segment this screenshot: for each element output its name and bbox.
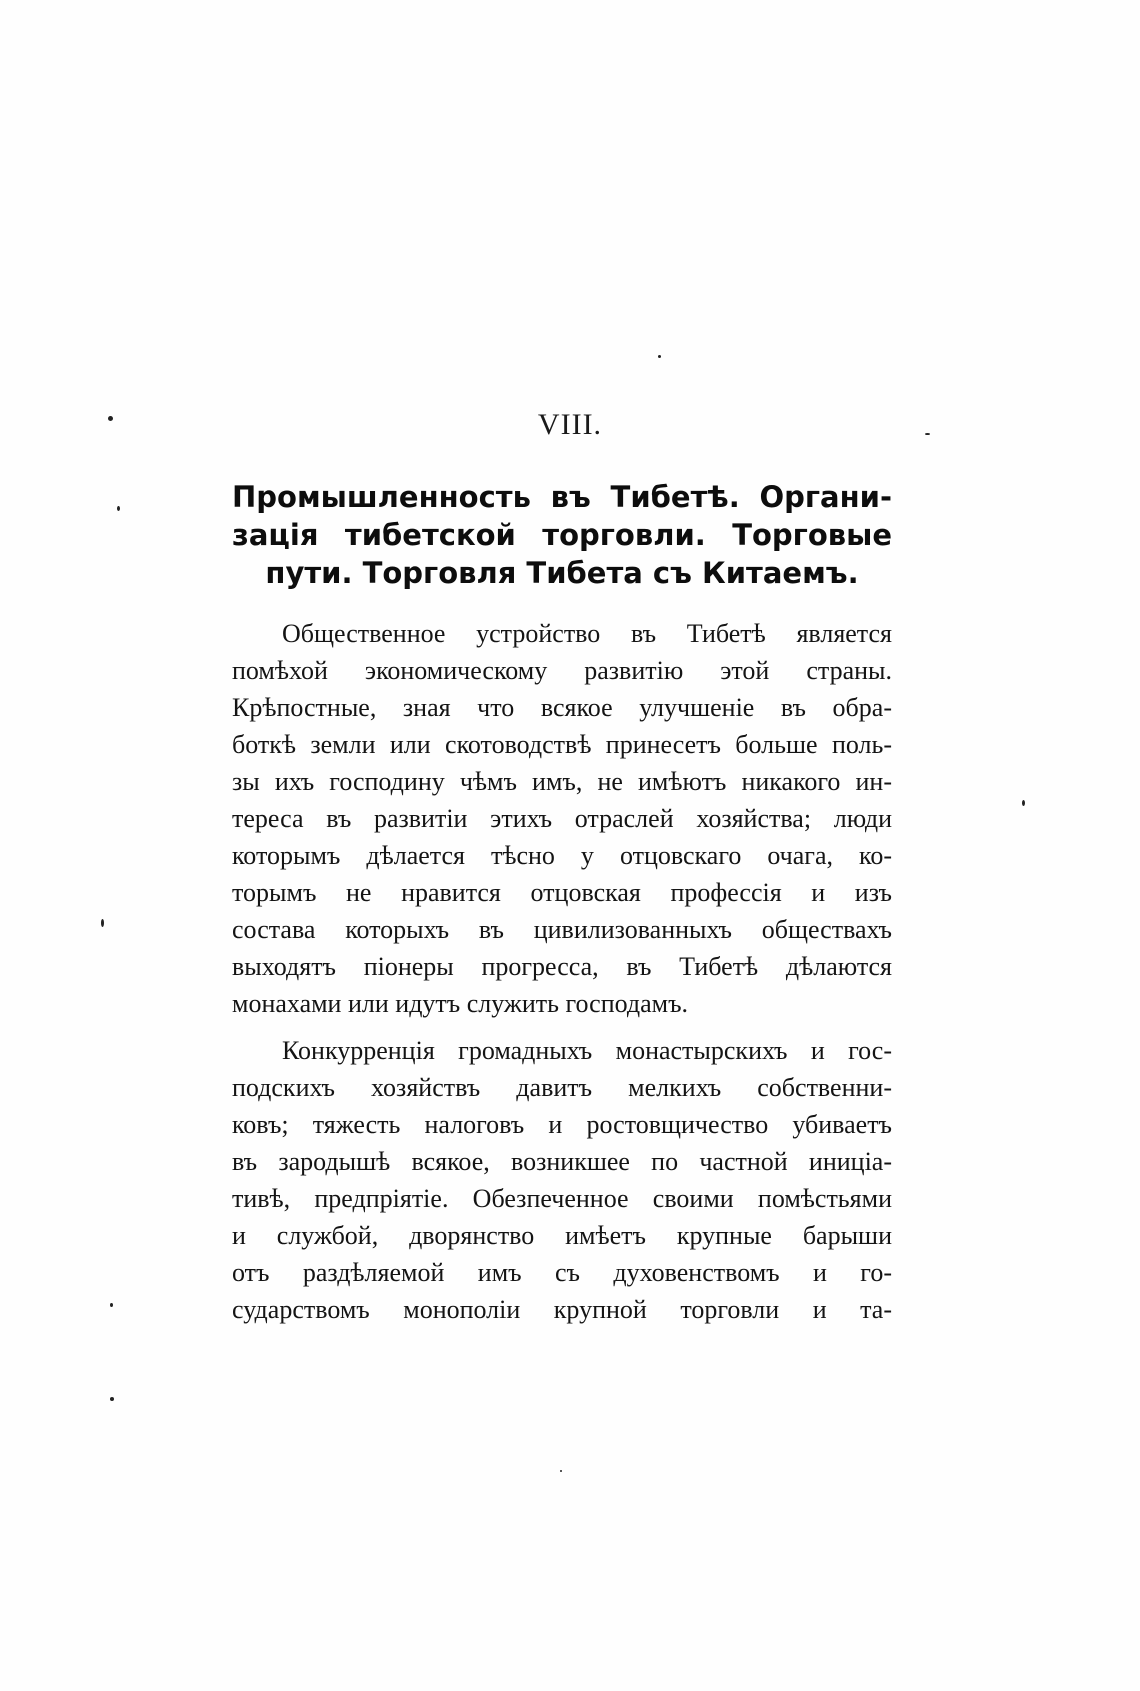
paragraph bbox=[232, 1032, 892, 1328]
chapter-number: VIII. bbox=[537, 408, 603, 441]
chapter-title-line: Промышленность въ Тибетѣ. Органи- bbox=[232, 480, 892, 514]
text-line: ковъ; тяжесть налоговъ и ростовщичество убиваетъ bbox=[232, 1110, 892, 1139]
chapter-title-line: зація тибетской торговли. Торговые bbox=[232, 518, 892, 552]
scan-speck bbox=[110, 1303, 113, 1307]
text-line: которымъ дѣлается тѣсно у отцовскаго очага, ко- bbox=[232, 841, 892, 870]
body-text bbox=[232, 615, 892, 1338]
text-line: отъ раздѣляемой имъ съ духовенствомъ и го- bbox=[232, 1258, 892, 1287]
text-line: выходятъ піонеры прогресса, въ Тибетѣ дѣлаются bbox=[232, 952, 892, 981]
text-line: торымъ не нравится отцовская профессія и изъ bbox=[232, 878, 892, 907]
text-line: подскихъ хозяйствъ давитъ мелкихъ собственни- bbox=[232, 1073, 892, 1102]
text-line: помѣхой экономическому развитію этой страны. bbox=[232, 656, 892, 685]
scan-speck bbox=[101, 919, 104, 927]
text-line: въ зародышѣ всякое, возникшее по частной иниціа- bbox=[232, 1147, 892, 1176]
paragraph bbox=[232, 615, 892, 1022]
text-line: Конкурренція громадныхъ монастырскихъ и гос- bbox=[282, 1036, 892, 1065]
chapter-title-line: пути. Торговля Тибета съ Китаемъ. bbox=[265, 556, 859, 590]
scan-speck bbox=[1022, 800, 1025, 806]
text-line: зы ихъ господину чѣмъ имъ, не имѣютъ никакого ин- bbox=[232, 767, 892, 796]
text-line: боткѣ земли или скотоводствѣ принесетъ больше поль- bbox=[232, 730, 892, 759]
text-line: тивѣ, предпріятіе. Обезпеченное своими помѣстьями bbox=[232, 1184, 892, 1213]
scan-speck bbox=[117, 506, 120, 511]
text-line: монахами или идутъ служить господамъ. bbox=[232, 989, 689, 1018]
scan-speck bbox=[560, 1470, 562, 1472]
text-line: Крѣпостные, зная что всякое улучшеніе въ обра- bbox=[232, 693, 892, 722]
text-line: Общественное устройство въ Тибетѣ является bbox=[282, 619, 892, 648]
text-line: тереса въ развитіи этихъ отраслей хозяйства; люди bbox=[232, 804, 892, 833]
text-line: и службой, дворянство имѣетъ крупные барыши bbox=[232, 1221, 892, 1250]
chapter-title bbox=[232, 478, 892, 592]
scan-speck bbox=[110, 1397, 114, 1401]
text-line: состава которыхъ въ цивилизованныхъ обществахъ bbox=[232, 915, 892, 944]
scan-speck bbox=[658, 355, 661, 358]
text-line: сударствомъ монополіи крупной торговли и та- bbox=[232, 1295, 892, 1324]
